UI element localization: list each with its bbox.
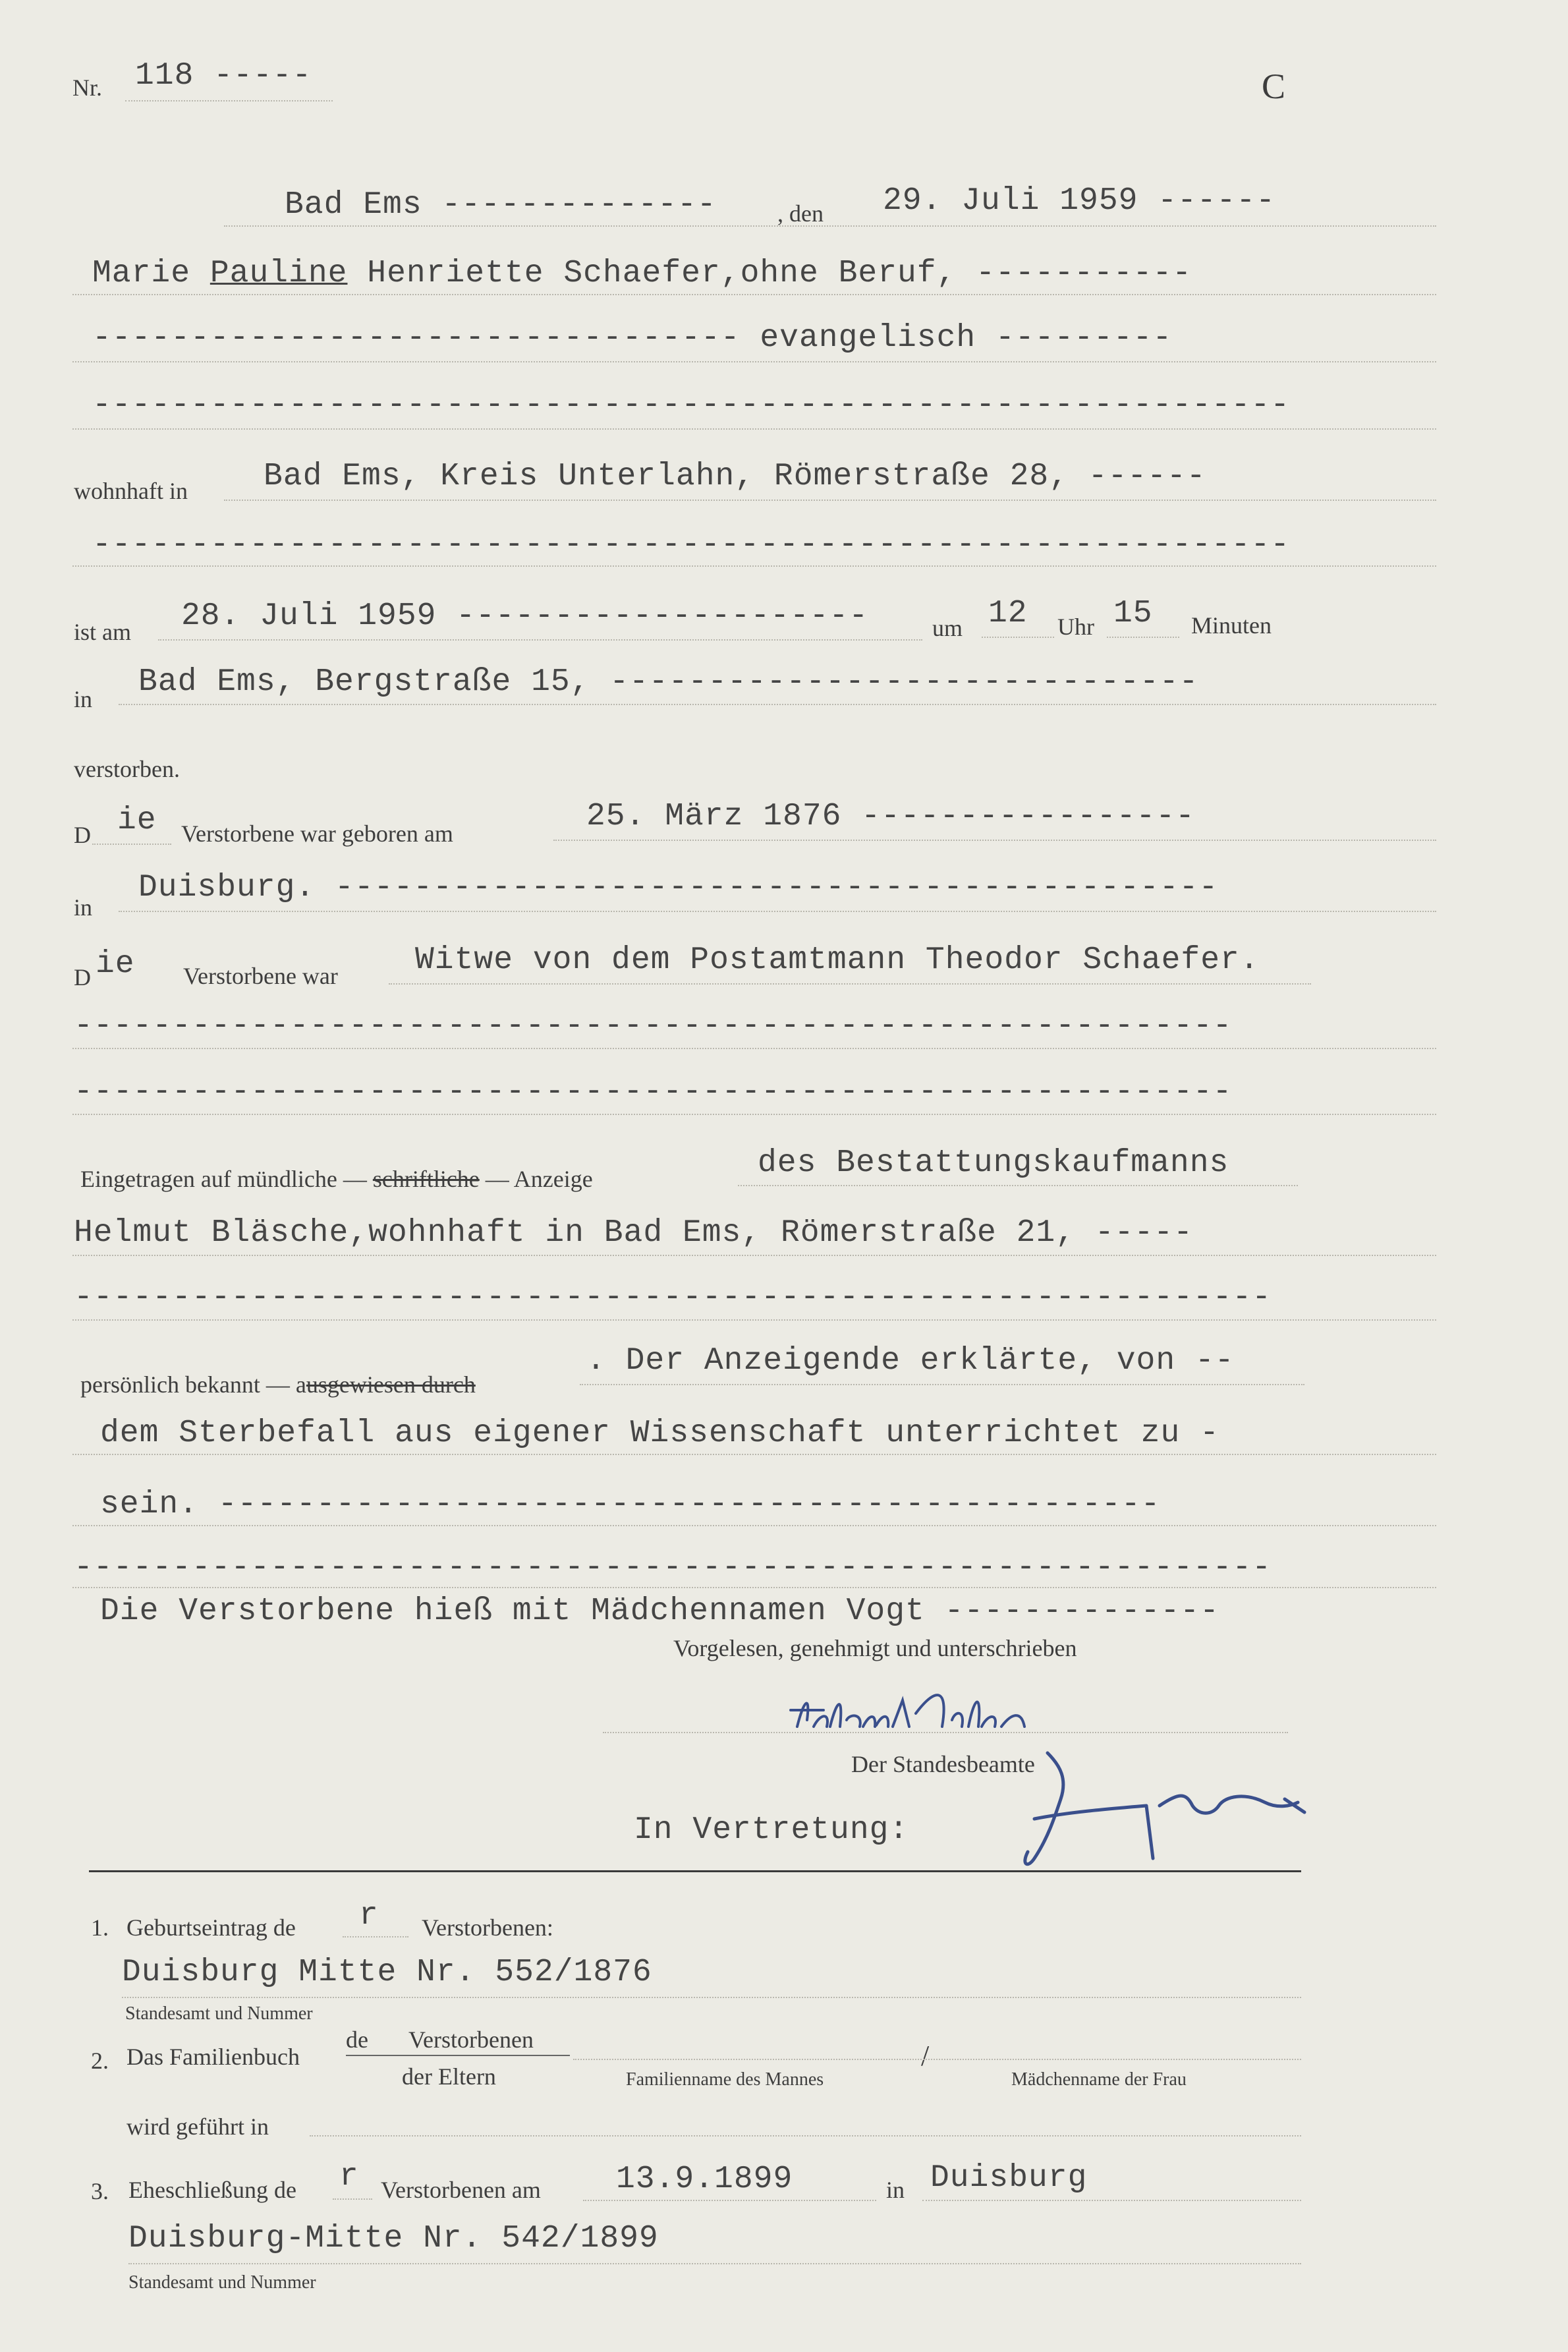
dotline <box>738 1185 1298 1186</box>
dotline <box>982 637 1054 638</box>
death-place: Bad Ems, Bergstraße 15, ------------------------------ <box>138 664 1199 700</box>
marriage-place: Duisburg <box>930 2160 1088 2196</box>
dotline <box>158 639 922 641</box>
status-d-label: D <box>74 964 91 990</box>
dotline <box>72 1114 1436 1115</box>
dotline <box>72 428 1436 430</box>
item3-caption: Standesamt und Nummer <box>128 2272 316 2293</box>
item3-post: Verstorbenen am <box>381 2177 541 2203</box>
status-value: Witwe von dem Postamtmann Theodor Schaefer. <box>415 942 1260 978</box>
dotline <box>72 1525 1436 1526</box>
dotline <box>389 983 1311 985</box>
birth-in-label: in <box>74 894 93 921</box>
status-line2: ----------------------------------------------------------- <box>74 1008 1233 1044</box>
um-label: um <box>932 615 963 641</box>
minuten-label: Minuten <box>1191 612 1272 639</box>
dotline <box>92 844 171 845</box>
dotline <box>573 2059 1301 2060</box>
dotline <box>922 2200 1301 2201</box>
dotline <box>310 2135 1301 2137</box>
residence-value: Bad Ems, Kreis Unterlahn, Römerstraße 28, ------ <box>264 459 1206 494</box>
person-name-underlined: Pauline <box>210 256 348 291</box>
item2-kept-label: wird geführt in <box>126 2113 269 2140</box>
section-divider <box>89 1870 1301 1872</box>
dotline <box>119 704 1436 705</box>
residence-line2: ------------------------------------------------------------- <box>92 527 1291 563</box>
item1-label: Geburtseintrag de <box>126 1914 296 1941</box>
maiden-name-line: Die Verstorbene hieß mit Mädchennamen Vogt -------------- <box>100 1593 1219 1629</box>
dotline <box>224 225 1436 227</box>
birth-place: Duisburg. --------------------------------------------- <box>138 870 1219 905</box>
den-label: , den <box>777 200 824 227</box>
registration-label-pre: Eingetragen auf mündliche — <box>80 1166 373 1192</box>
registrar-label: Der Standesbeamte <box>851 1751 1035 1777</box>
status-line3: ----------------------------------------------------------- <box>74 1074 1233 1110</box>
registration-value1: des Bestattungskaufmanns <box>758 1145 1229 1181</box>
dotline <box>119 911 1436 912</box>
birth-d-suffix: ie <box>117 803 157 838</box>
statement-line1: . Der Anzeigende erklärte, von -- <box>586 1343 1235 1379</box>
dotline <box>333 2198 372 2200</box>
deputy-label: In Vertretung: <box>634 1812 909 1848</box>
dotline <box>224 500 1436 501</box>
dotline <box>603 1732 1288 1733</box>
item1-caption: Standesamt und Nummer <box>125 2003 313 2024</box>
nr-label: Nr. <box>72 74 102 101</box>
registration-label-post: — Anzeige <box>479 1166 593 1192</box>
dotline <box>122 1997 1301 1998</box>
death-minute: 15 <box>1113 596 1153 631</box>
dotline <box>72 294 1436 295</box>
item2-eltern: der Eltern <box>402 2063 496 2090</box>
religion-line: --------------------------------- evangelisch --------- <box>92 320 1173 356</box>
item2-label: Das Familienbuch <box>126 2044 300 2070</box>
date-value: 29. Juli 1959 ------ <box>883 183 1276 219</box>
item3-suffix: r <box>339 2159 359 2194</box>
registration-value2: Helmut Bläsche,wohnhaft in Bad Ems, Römerstraße 21, ----- <box>74 1215 1193 1251</box>
person-name-line <box>92 256 1192 291</box>
item3-in-label: in <box>886 2177 905 2203</box>
item1-post: Verstorbenen: <box>422 1914 553 1941</box>
item3-label: Eheschließung de <box>128 2177 296 2203</box>
item1-number: 1. <box>91 1914 109 1941</box>
item3-number: 3. <box>91 2178 109 2204</box>
wohnhaft-label: wohnhaft in <box>74 478 188 504</box>
person-name-pre: Marie <box>92 256 210 291</box>
dotline <box>72 1319 1436 1321</box>
marriage-register-value: Duisburg-Mitte Nr. 542/1899 <box>128 2221 659 2256</box>
nr-dotline <box>125 100 333 101</box>
item1-suffix: r <box>359 1898 379 1934</box>
read-approved-text: Vorgelesen, genehmigt und unterschrieben <box>673 1635 1077 1661</box>
death-hour: 12 <box>988 596 1028 631</box>
nr-value: 118 ----- <box>135 58 312 94</box>
uhr-label: Uhr <box>1057 614 1094 640</box>
dotline <box>553 840 1436 841</box>
dotline <box>580 1384 1304 1385</box>
dotline <box>72 1454 1436 1455</box>
birth-register-value: Duisburg Mitte Nr. 552/1876 <box>122 1955 652 1990</box>
known-label-struck: usgewiesen durch <box>306 1371 476 1398</box>
registration-label <box>80 1165 593 1193</box>
known-label <box>80 1371 476 1398</box>
blank-line: ------------------------------------------------------------- <box>74 1550 1272 1586</box>
dotline <box>128 2263 1301 2264</box>
dotline <box>343 1936 408 1937</box>
item2-de: de <box>346 2026 368 2053</box>
ist-am-label: ist am <box>74 619 131 645</box>
statement-line2: dem Sterbefall aus eigener Wissenschaft unterrichtet zu - <box>100 1416 1219 1451</box>
wife-maiden-caption: Mädchenname der Frau <box>1011 2069 1187 2090</box>
series-letter: C <box>1262 67 1286 106</box>
place-value: Bad Ems -------------- <box>285 187 717 223</box>
registrar-signature <box>988 1740 1331 1872</box>
item2-slash: / <box>921 2040 930 2072</box>
fraction-line <box>346 2055 570 2056</box>
registration-line3: ------------------------------------------------------------- <box>74 1280 1272 1315</box>
birth-d-label: D <box>74 822 91 848</box>
registration-label-struck: schriftliche <box>372 1166 480 1192</box>
dotline <box>72 1048 1436 1049</box>
death-date: 28. Juli 1959 --------------------- <box>181 598 869 634</box>
statement-line3: sein. ------------------------------------------------ <box>100 1487 1161 1522</box>
dotline <box>583 2200 876 2201</box>
dotline <box>72 1255 1436 1256</box>
item2-verstorbenen: Verstorbenen <box>408 2026 534 2053</box>
marriage-date: 13.9.1899 <box>616 2162 793 2197</box>
birth-date: 25. März 1876 ----------------- <box>586 799 1195 834</box>
birth-label: Verstorbene war geboren am <box>181 820 453 847</box>
status-label: Verstorbene war <box>183 963 338 989</box>
dotline <box>1107 637 1179 638</box>
husband-name-caption: Familienname des Mannes <box>626 2069 824 2090</box>
blank-line: ------------------------------------------------------------- <box>92 387 1291 423</box>
death-in-label: in <box>74 686 93 712</box>
dotline <box>72 361 1436 362</box>
status-d-suffix: ie <box>96 946 135 982</box>
item2-number: 2. <box>91 2048 109 2074</box>
verstorben-label: verstorben. <box>74 756 180 782</box>
dotline <box>72 565 1436 567</box>
person-name-post: Henriette Schaefer,ohne Beruf, ----------- <box>347 256 1192 291</box>
known-label-pre: persönlich bekannt — a <box>80 1371 306 1398</box>
dotline <box>72 1587 1436 1588</box>
